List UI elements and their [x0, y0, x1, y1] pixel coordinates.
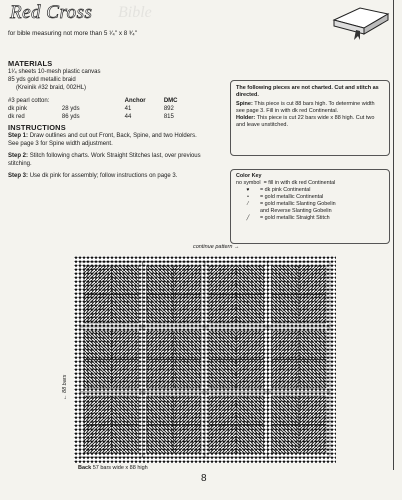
material-line: 1¹⁄₄ sheets 10-mesh plastic canvas	[8, 69, 101, 75]
slanted-stitch-block	[174, 396, 201, 425]
note-label: Spine:	[236, 101, 253, 107]
pattern-subtitle: for bible measuring not more than 5 ¹⁄₄" x 8 ³⁄₄"	[8, 30, 137, 37]
slanted-stitch-block	[174, 295, 201, 324]
slanted-stitch-block	[209, 331, 236, 360]
uncharted-pieces-note	[230, 80, 390, 156]
slanted-stitch-block	[299, 425, 326, 454]
slanted-stitch-block	[84, 425, 111, 454]
slanted-stitch-block	[147, 425, 174, 454]
step-label: Step 2:	[8, 153, 29, 159]
color-key-row	[236, 180, 384, 187]
slanted-stitch-block	[84, 295, 111, 324]
step-text: Draw outlines and cut out Front, Back, Spine, and two Holders. See page 3 for Spine width adjustment.	[8, 133, 197, 147]
color-key-row	[236, 194, 384, 201]
key-text: = gold metallic Straight Stitch	[260, 215, 330, 221]
piece-label-text: 57 bars wide x 88 high	[92, 465, 148, 471]
table-header-cell: #3 pearl cotton:	[8, 98, 50, 104]
slanted-stitch-block	[236, 425, 263, 454]
heart-symbol-icon: ♥	[246, 187, 250, 193]
piece-label	[78, 465, 148, 471]
slanted-stitch-block	[209, 360, 236, 389]
color-key	[230, 169, 390, 244]
pattern-title-ghost: Bible	[118, 4, 152, 21]
slanted-stitch-block	[147, 295, 174, 324]
instructions-section	[8, 124, 208, 180]
chart-body	[74, 256, 336, 463]
arrow-left-icon: ←	[62, 394, 68, 400]
pattern-title: Red Cross	[10, 2, 93, 23]
height-label	[62, 375, 68, 400]
key-text: = gold metallic Continental	[260, 194, 324, 200]
slanted-stitch-block	[272, 331, 299, 360]
heart-border-left	[74, 256, 80, 463]
note-text: This piece is cut 22 bars wide x 88 high. Cut two and leave unstitched.	[236, 115, 375, 128]
key-symbol: no symbol	[236, 180, 261, 186]
slanted-stitch-block	[209, 295, 236, 324]
table-cell: 815	[163, 114, 174, 120]
page-number: 8	[201, 473, 207, 484]
slanted-stitch-block	[236, 295, 263, 324]
slanted-stitch-block	[84, 396, 111, 425]
instruction-step	[8, 172, 208, 180]
slanted-stitch-block	[174, 425, 201, 454]
materials-section	[8, 60, 203, 121]
table-cell: 892	[163, 106, 174, 112]
color-key-heading: Color Key	[236, 173, 262, 179]
slanted-stitch-block	[299, 360, 326, 389]
slanted-stitch-block	[299, 295, 326, 324]
slanted-stitch-block	[174, 360, 201, 389]
step-label: Step 3:	[8, 173, 29, 179]
heart-border-bottom	[74, 457, 336, 463]
color-key-row	[236, 208, 384, 215]
slanted-stitch-block	[111, 266, 138, 295]
material-line: (Kreinik #32 braid, 002HL)	[16, 85, 87, 91]
step-text: Use dk pink for assembly; follow instructions on page 3.	[29, 173, 178, 179]
key-text: = dk pink Continental	[260, 187, 311, 193]
slanted-stitch-block	[272, 425, 299, 454]
slanted-stitch-block	[299, 396, 326, 425]
slanted-stitch-block	[236, 266, 263, 295]
height-label-text: 88 bars	[62, 374, 68, 393]
slanted-stitch-block	[209, 266, 236, 295]
table-cell: 41	[124, 106, 132, 112]
straight-stitch-symbol-icon: ╱	[246, 215, 250, 221]
thread-table-header	[8, 97, 203, 105]
material-line: 85 yds gold metallic braid	[8, 77, 76, 83]
slanted-stitch-block	[147, 396, 174, 425]
dot-symbol-icon: •	[247, 194, 249, 200]
slanted-stitch-block	[272, 295, 299, 324]
slanted-stitch-block	[147, 266, 174, 295]
color-key-row	[236, 201, 384, 208]
bible-icon	[330, 0, 392, 42]
table-header-cell: DMC	[163, 98, 178, 104]
slanted-stitch-block	[111, 331, 138, 360]
slanted-stitch-block	[147, 360, 174, 389]
table-row	[8, 105, 203, 113]
note-item	[236, 115, 384, 129]
slanted-stitch-block	[236, 360, 263, 389]
slanted-stitch-block	[111, 295, 138, 324]
slanted-stitch-block	[174, 331, 201, 360]
heart-border-right	[330, 256, 336, 463]
note-heading: The following pieces are not charted. Cut and stitch as directed.	[236, 85, 379, 98]
table-cell: 86 yds	[61, 114, 80, 120]
key-text: = gold metallic Slanting Gobelin	[260, 201, 336, 207]
note-label: Holder:	[236, 115, 256, 121]
color-key-row	[236, 215, 384, 222]
instruction-step	[8, 152, 208, 168]
instructions-heading: INSTRUCTIONS	[8, 123, 66, 132]
materials-heading: MATERIALS	[8, 59, 53, 68]
heart-border-top	[74, 256, 336, 262]
continue-pattern-label	[193, 244, 239, 250]
slanted-stitch-block	[272, 266, 299, 295]
slanted-stitch-block	[84, 360, 111, 389]
key-text: = fill in with dk red Continental	[263, 180, 336, 186]
note-text: This piece is cut 88 bars high. To determine width see page 3. Fill in with dk red Continental.	[236, 101, 375, 114]
table-cell: dk pink	[8, 106, 28, 112]
table-cell: 28 yds	[61, 106, 80, 112]
slanted-stitch-block	[147, 331, 174, 360]
table-cell: dk red	[8, 114, 25, 120]
slanted-stitch-block	[272, 360, 299, 389]
slanted-stitch-block	[272, 396, 299, 425]
slanted-stitch-block	[174, 266, 201, 295]
step-text: Stitch following charts. Work Straight Stitches last, over previous stitching.	[8, 153, 201, 167]
step-label: Step 1:	[8, 133, 29, 139]
right-margin-rule	[393, 0, 394, 470]
slanted-stitch-block	[299, 266, 326, 295]
slanted-stitch-block	[236, 396, 263, 425]
slanted-stitch-block	[209, 425, 236, 454]
slanted-stitch-block	[111, 396, 138, 425]
slanted-stitch-block	[84, 331, 111, 360]
slanted-stitch-block	[299, 331, 326, 360]
piece-label-bold: Back	[78, 465, 92, 471]
slant-symbol-icon: ⁄	[247, 201, 249, 207]
key-text: and Reverse Slanting Gobelin	[260, 208, 332, 214]
slanted-stitch-block	[209, 396, 236, 425]
table-header-cell: Anchor	[124, 98, 146, 104]
stitch-chart	[74, 256, 336, 463]
table-cell: 44	[124, 114, 132, 120]
arrow-right-icon: →	[233, 244, 240, 250]
color-key-row	[236, 187, 384, 194]
slanted-stitch-block	[84, 266, 111, 295]
page-header	[0, 0, 402, 40]
slanted-stitch-block	[236, 331, 263, 360]
slanted-stitch-block	[111, 360, 138, 389]
instruction-step	[8, 132, 208, 148]
table-row	[8, 113, 203, 121]
slanted-stitch-block	[111, 425, 138, 454]
thread-table	[8, 97, 203, 121]
note-item	[236, 101, 384, 115]
continue-pattern-text: continue pattern	[193, 244, 233, 250]
